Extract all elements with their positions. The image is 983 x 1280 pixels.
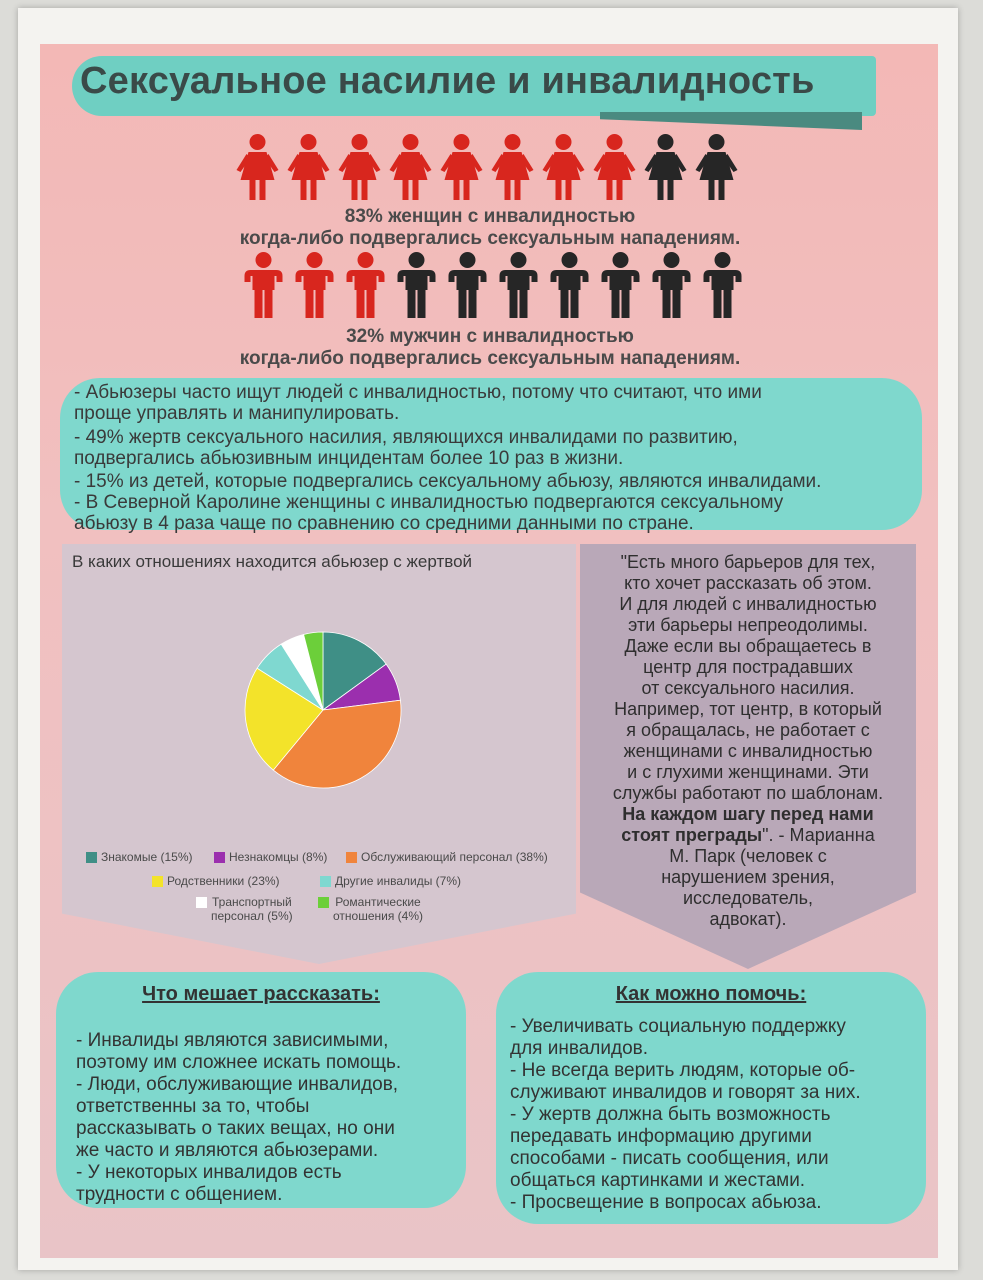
help-title: Как можно помочь: — [615, 983, 807, 1005]
legend-label: Знакомые (15%) — [101, 850, 193, 864]
legend-item-other-disabled — [320, 874, 461, 888]
legend-item-romantic — [318, 895, 423, 923]
help-line: - Увеличивать социальную поддержку — [510, 1016, 846, 1037]
help-line: - Просвещение в вопросах абьюза. — [510, 1192, 822, 1213]
woman-icon-highlighted — [385, 132, 436, 202]
quote-line-mixed — [580, 825, 916, 845]
legend-label — [333, 895, 423, 923]
help-line: для инвалидов. — [510, 1038, 649, 1059]
legend-item-staff — [346, 850, 548, 864]
legend-label-line: Транспортный — [211, 895, 292, 909]
man-icon — [493, 250, 544, 320]
women-stat-line1: 83% женщин с инвалидностью — [344, 206, 636, 227]
legend-swatch — [318, 897, 329, 908]
man-icon-highlighted — [238, 250, 289, 320]
fact-line: - Абьюзеры часто ищут людей с инвалидностью, потому что считают, что ими — [74, 382, 762, 403]
help-line: передавать информацию другими — [510, 1126, 812, 1147]
quote-line: адвокат). — [709, 909, 787, 929]
quote-line: центр для пострадавших — [643, 657, 853, 677]
pie-chart — [243, 630, 403, 790]
woman-icon — [640, 132, 691, 202]
legend-label: Другие инвалиды (7%) — [335, 874, 461, 888]
quote-bold-line: На каждом шагу перед нами — [622, 804, 874, 824]
man-icon — [544, 250, 595, 320]
quote-line: исследователь, — [683, 888, 813, 908]
quote-line: "Есть много барьеров для тех, — [620, 552, 876, 572]
help-line: способами - писать сообщения, или — [510, 1148, 829, 1169]
woman-icon-highlighted — [232, 132, 283, 202]
barriers-line: же часто и являются абьюзерами. — [76, 1140, 379, 1161]
woman-icon-highlighted — [487, 132, 538, 202]
women-stat-line2: когда-либо подвергались сексуальным нападениям. — [239, 228, 741, 249]
barriers-line: поэтому им сложнее искать помощь. — [76, 1052, 402, 1073]
quote-line: женщинами с инвалидностью — [623, 741, 873, 761]
men-stat-line2: когда-либо подвергались сексуальным нападениям. — [239, 348, 741, 369]
woman-icon-highlighted — [538, 132, 589, 202]
help-line: - Не всегда верить людям, которые об- — [510, 1060, 856, 1081]
legend-label: Обслуживающий персонал (38%) — [361, 850, 548, 864]
fact-line: проще управлять и манипулировать. — [74, 403, 400, 424]
quote-line: М. Парк (человек с — [669, 846, 827, 866]
man-icon — [697, 250, 748, 320]
quote-bold-line: стоят преграды — [621, 825, 763, 845]
quote-line: Например, тот центр, в который — [614, 699, 882, 719]
help-line: - У жертв должна быть возможность — [510, 1104, 831, 1125]
fact-line: - 49% жертв сексуального насилия, являющихся инвалидами по развитию, — [74, 427, 738, 448]
quote-line: службы работают по шаблонам. — [612, 783, 884, 803]
barriers-line: ответственны за то, чтобы — [76, 1096, 310, 1117]
quote-line: Даже если вы обращаетесь в — [624, 636, 872, 656]
quote-line: я обращалась, не работает с — [626, 720, 870, 740]
fact-line: абьюзу в 4 раза чаще по сравнению со средними данными по стране. — [74, 513, 694, 534]
quote-attribution: ". - Марианна — [762, 825, 875, 845]
fact-line: подвергались абьюзивным инцидентам более 10 раз в жизни. — [74, 448, 624, 469]
fact-line: - 15% из детей, которые подвергались сексуальному абьюзу, являются инвалидами. — [74, 471, 822, 492]
legend-label-line: персонал (5%) — [211, 909, 293, 923]
legend-swatch — [196, 897, 207, 908]
man-icon — [391, 250, 442, 320]
help-line: общаться картинками и жестами. — [510, 1170, 806, 1191]
men-icon-row — [238, 250, 748, 320]
quote-line: от сексуального насилия. — [641, 678, 855, 698]
legend-item-relatives — [152, 874, 280, 888]
woman-icon-highlighted — [436, 132, 487, 202]
quote-line: кто хочет рассказать об этом. — [624, 573, 872, 593]
barriers-line: - Инвалиды являются зависимыми, — [76, 1030, 389, 1051]
quote-line: и с глухими женщинами. Эти — [627, 762, 869, 782]
man-icon-highlighted — [289, 250, 340, 320]
legend-label-line: Романтические — [335, 895, 421, 909]
page-title: Сексуальное насилие и инвалидность — [80, 60, 815, 102]
man-icon — [595, 250, 646, 320]
legend-swatch — [152, 876, 163, 887]
woman-icon-highlighted — [283, 132, 334, 202]
man-icon — [442, 250, 493, 320]
legend-swatch — [320, 876, 331, 887]
legend-item-strangers — [214, 850, 327, 864]
legend-swatch — [214, 852, 225, 863]
women-icon-row — [232, 132, 742, 202]
chart-title: В каких отношениях находится абьюзер с жертвой — [72, 552, 473, 571]
barriers-line: трудности с общением. — [76, 1184, 283, 1205]
woman-icon — [691, 132, 742, 202]
barriers-line: - Люди, обслуживающие инвалидов, — [76, 1074, 399, 1095]
quote-line: нарушением зрения, — [661, 867, 835, 887]
legend-item-transport — [196, 895, 293, 923]
legend-label: Родственники (23%) — [167, 874, 280, 888]
barriers-line: рассказывать о таких вещах, но они — [76, 1118, 395, 1139]
fact-line: - В Северной Каролине женщины с инвалидностью подвергаются сексуальному — [74, 492, 784, 513]
quote-line: И для людей с инвалидностью — [619, 594, 877, 614]
legend-label-line: отношения (4%) — [333, 909, 424, 923]
men-stat-line1: 32% мужчин с инвалидностью — [346, 326, 634, 347]
legend-swatch — [86, 852, 97, 863]
quote-line: эти барьеры непреодолимы. — [628, 615, 868, 635]
woman-icon-highlighted — [334, 132, 385, 202]
barriers-title: Что мешает рассказать: — [142, 983, 380, 1005]
barriers-line: - У некоторых инвалидов есть — [76, 1162, 342, 1183]
help-line: служивают инвалидов и говорят за них. — [510, 1082, 861, 1103]
legend-swatch — [346, 852, 357, 863]
woman-icon-highlighted — [589, 132, 640, 202]
legend-item-acquaintances — [86, 850, 193, 864]
legend-label: Незнакомцы (8%) — [229, 850, 328, 864]
man-icon — [646, 250, 697, 320]
legend-label — [211, 895, 293, 923]
man-icon-highlighted — [340, 250, 391, 320]
